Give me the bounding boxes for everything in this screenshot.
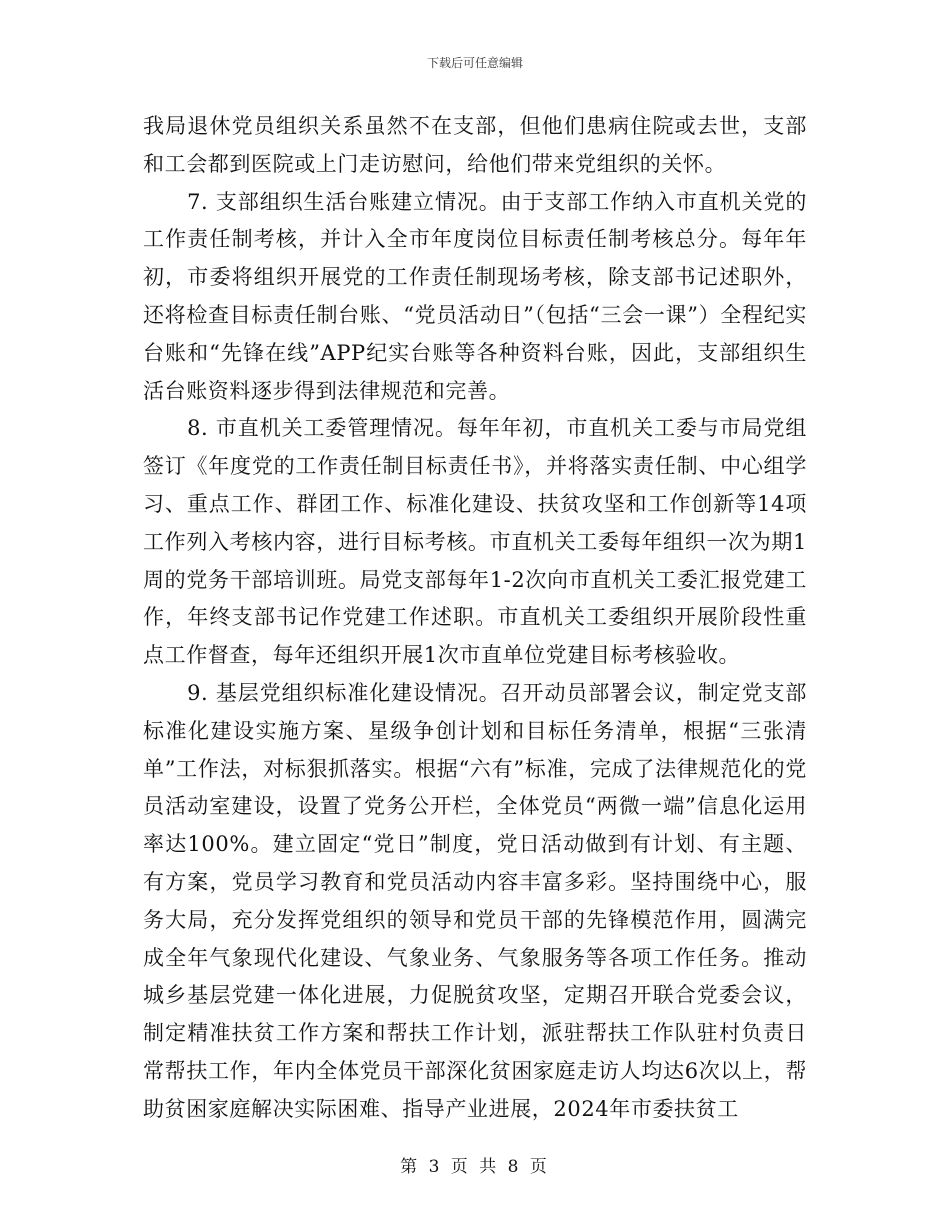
paragraph-continuation: 我局退休党员组织关系虽然不在支部，但他们患病住院或去世，支部和工会都到医院或上门走访慰问，给他们带来党组织的关怀。 xyxy=(143,114,807,176)
document-body xyxy=(143,108,807,1129)
paragraph-item-8: 8. 市直机关工委管理情况。每年年初，市直机关工委与市局党组签订《年度党的工作责任制目标责任书》，并将落实责任制、中心组学习、重点工作、群团工作、标准化建设、扶贫攻坚和工作创新等14项工作列入考核内容，进行目标考核。市直机关工委每年组织一次为期1周的党务干部培训班。局党支部每年1-2次向市直机关工委汇报党建工作，年终支部书记作党建工作述职。市直机关工委组织开展阶段性重点工作督查，每年还组织开展1次市直单位党建目标考核验收。 xyxy=(143,416,807,668)
paragraph-item-9: 9. 基层党组织标准化建设情况。召开动员部署会议，制定党支部标准化建设实施方案、星级争创计划和目标任务清单，根据“三张清单”工作法，对标狠抓落实。根据“六有”标准，完成了法律规范化的党员活动室建设，设置了党务公开栏，全体党员“两微一端”信息化运用率达100%。建立固定“党日”制度，党日活动做到有计划、有主题、有方案，党员学习教育和党员活动内容丰富多彩。坚持围绕中心，服务大局，充分发挥党组织的领导和党员干部的先锋模范作用，圆满完成全年气象现代化建设、气象业务、气象服务等各项工作任务。推动城乡基层党建一体化进展，力促脱贫攻坚，定期召开联合党委会议，制定精准扶贫工作方案和帮扶工作计划，派驻帮扶工作队驻村负责日常帮扶工作，年内全体党员干部深化贫困家庭走访人均达6次以上，帮助贫困家庭解决实际困难、指导产业进展，2024年市委扶贫工 xyxy=(143,680,807,1121)
page-header-note: 下载后可任意编辑 xyxy=(426,56,523,70)
paragraph-item-7: 7. 支部组织生活台账建立情况。由于支部工作纳入市直机关党的工作责任制考核，并计入全市年度岗位目标责任制考核总分。每年年初，市委将组织开展党的工作责任制现场考核，除支部书记述职外，还将检查目标责任制台账、“党员活动日”（包括“三会一课”）全程纪实台账和“先锋在线”APP纪实台账等各种资料台账，因此，支部组织生活台账资料逐步得到法律规范和完善。 xyxy=(143,189,807,403)
page-number-footer: 第 3 页 共 8 页 xyxy=(400,1157,550,1177)
